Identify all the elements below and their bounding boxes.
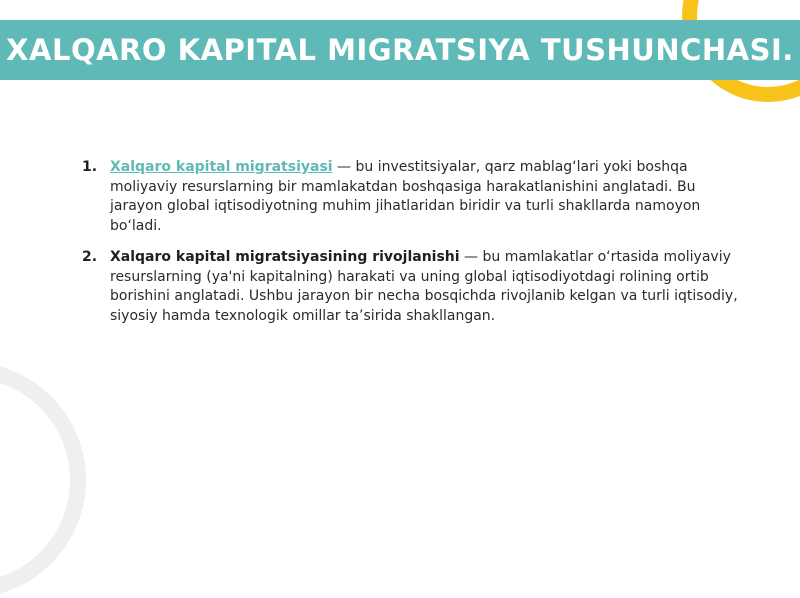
- list-item-text: [110, 158, 742, 236]
- list-item: [82, 248, 742, 326]
- list-item-number: 2.: [82, 249, 98, 265]
- term-link[interactable]: Xalqaro kapital migratsiyasi: [110, 159, 333, 175]
- list-item-text: [110, 248, 742, 326]
- definition-text: — bu investitsiyalar, qarz mablag‘lari yoki boshqa moliyaviy resurslarning bir mamlakatdan boshqasiga harakatlanishini anglatadi. Bu jarayon global iqtisodiyotning muhim jihatlaridan biridir va turli shakllarda namoyon bo‘ladi.: [110, 159, 701, 234]
- term-heading: Xalqaro kapital migratsiyasining rivojlanishi: [110, 249, 460, 265]
- content-list: [82, 158, 742, 338]
- title-banner: [0, 20, 800, 80]
- list-item: [82, 158, 742, 236]
- list-item-number: 1.: [82, 159, 98, 175]
- page-title: XALQARO KAPITAL MIGRATSIYA TUSHUNCHASI.: [6, 33, 794, 67]
- decorative-ring-gray: [0, 362, 86, 598]
- definition-text: — bu mamlakatlar o‘rtasida moliyaviy resurslarning (ya'ni kapitalning) harakati va uning global iqtisodiyotdagi rolining ortib borishini anglatadi. Ushbu jarayon bir necha bosqichda rivojlanib kelgan va turli iqtisodiy, siyosiy hamda texnologik omillar ta’sirida shakllangan.: [110, 249, 738, 324]
